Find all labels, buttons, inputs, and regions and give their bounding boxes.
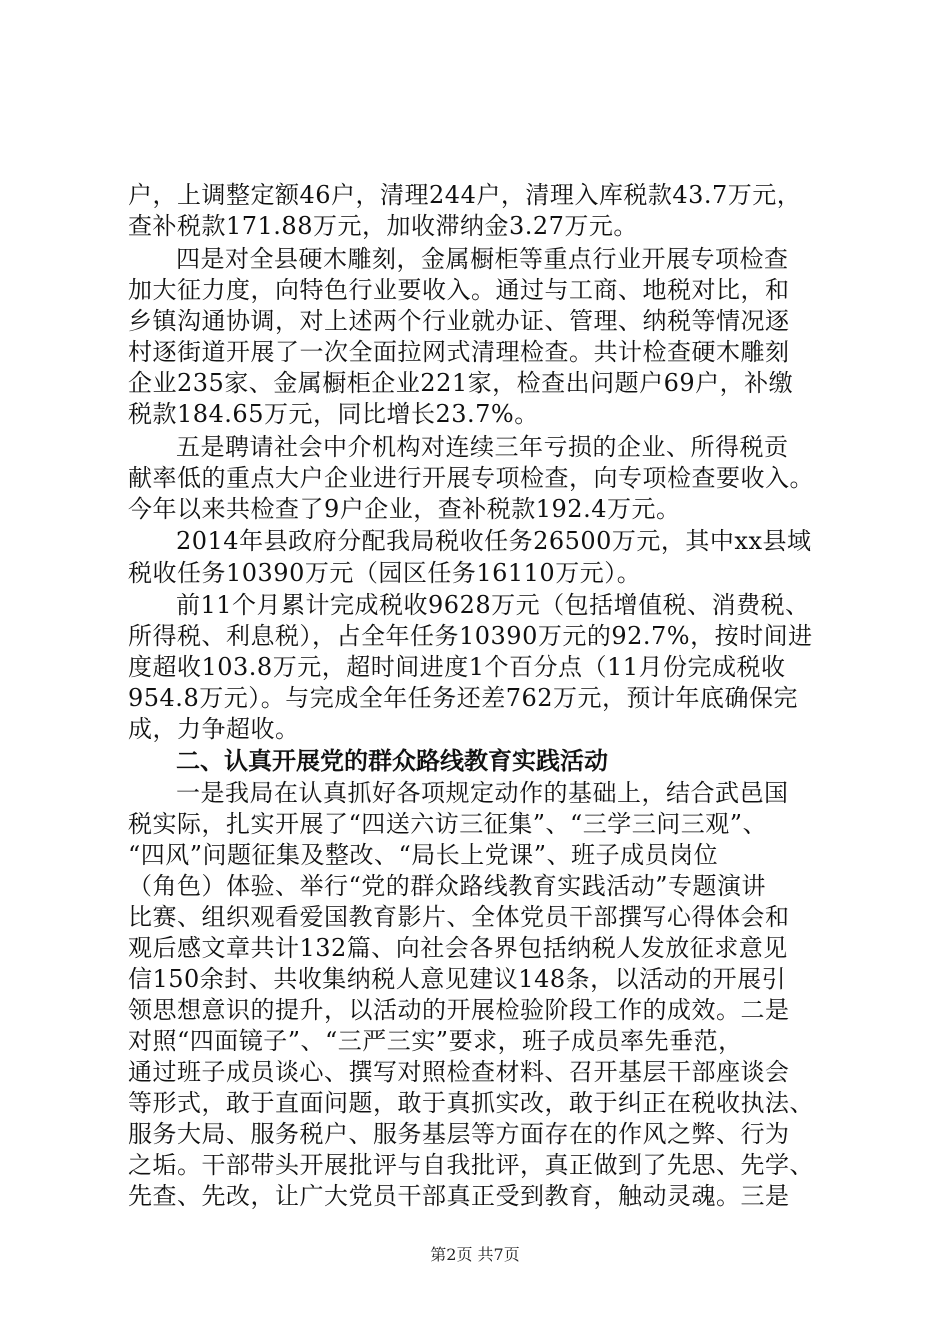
page-footer: 第2页 共7页 (430, 1245, 520, 1264)
text-line: 企业235家、金属橱柜企业221家，检查出问题户69户，补缴 (128, 369, 794, 397)
text-line: 前11个月累计完成税收9628万元（包括增值税、消费税、 (176, 591, 810, 619)
text-line: 税收任务10390万元（园区任务16110万元）。 (128, 559, 642, 587)
text-line: 四是对全县硬木雕刻，金属橱柜等重点行业开展专项检查 (176, 245, 789, 273)
text-line: 对照“四面镜子”、“三严三实”要求，班子成员率先垂范， (128, 1027, 743, 1055)
text-line: 服务大局、服务税户、服务基层等方面存在的作风之弊、行为 (128, 1120, 790, 1148)
text-line: 税实际，扎实开展了“四送六访三征集”、“三学三问三观”、 (128, 810, 768, 838)
text-line: “四风”问题征集及整改、“局长上党课”、班子成员岗位 (128, 841, 719, 869)
text-line: 之垢。干部带头开展批评与自我批评，真正做到了先思、先学、 (128, 1151, 814, 1179)
text-line: 户，上调整定额46户，清理244户，清理入库税款43.7万元， (128, 181, 802, 209)
text-line: 观后感文章共计132篇、向社会各界包括纳税人发放征求意见 (128, 934, 788, 962)
text-line: 查补税款171.88万元，加收滞纳金3.27万元。 (128, 212, 638, 240)
text-line: 通过班子成员谈心、撰写对照检查材料、召开基层干部座谈会 (128, 1058, 790, 1086)
text-line: 2014年县政府分配我局税收任务26500万元，其中xx县域 (176, 527, 812, 555)
text-line: 村逐街道开展了一次全面拉网式清理检查。共计检查硬木雕刻 (128, 338, 790, 366)
text-line: 等形式，敢于直面问题，敢于真抓实改，敢于纠正在税收执法、 (128, 1089, 814, 1117)
text-line: 所得税、利息税），占全年任务10390万元的92.7%，按时间进 (128, 622, 813, 650)
text-line: 成，力争超收。 (128, 715, 300, 743)
text-line: 乡镇沟通协调，对上述两个行业就办证、管理、纳税等情况逐 (128, 307, 790, 335)
text-line: 954.8万元）。与完成全年任务还差762万元，预计年底确保完 (128, 684, 799, 712)
text-line: 领思想意识的提升，以活动的开展检验阶段工作的成效。二是 (128, 996, 790, 1024)
text-line: 今年以来共检查了9户企业，查补税款192.4万元。 (128, 495, 681, 523)
text-line: 加大征力度，向特色行业要收入。通过与工商、地税对比，和 (128, 276, 790, 304)
text-line: 度超收103.8万元，超时间进度1个百分点（11月份完成税收 (128, 653, 786, 681)
section-heading: 二、认真开展党的群众路线教育实践活动 (176, 747, 608, 775)
text-line: 税款184.65万元，同比增长23.7%。 (128, 400, 539, 428)
text-line: 一是我局在认真抓好各项规定动作的基础上，结合武邑国 (176, 779, 789, 807)
text-line: 先查、先改，让广大党员干部真正受到教育，触动灵魂。三是 (128, 1182, 790, 1210)
text-line: （角色）体验、举行“党的群众路线教育实践活动”专题演讲 (128, 872, 767, 900)
text-line: 五是聘请社会中介机构对连续三年亏损的企业、所得税贡 (176, 433, 789, 461)
text-line: 献率低的重点大户企业进行开展专项检查，向专项检查要收入。 (128, 464, 814, 492)
text-line: 比赛、组织观看爱国教育影片、全体党员干部撰写心得体会和 (128, 903, 790, 931)
text-line: 信150余封、共收集纳税人意见建议148条，以活动的开展引 (128, 965, 787, 993)
